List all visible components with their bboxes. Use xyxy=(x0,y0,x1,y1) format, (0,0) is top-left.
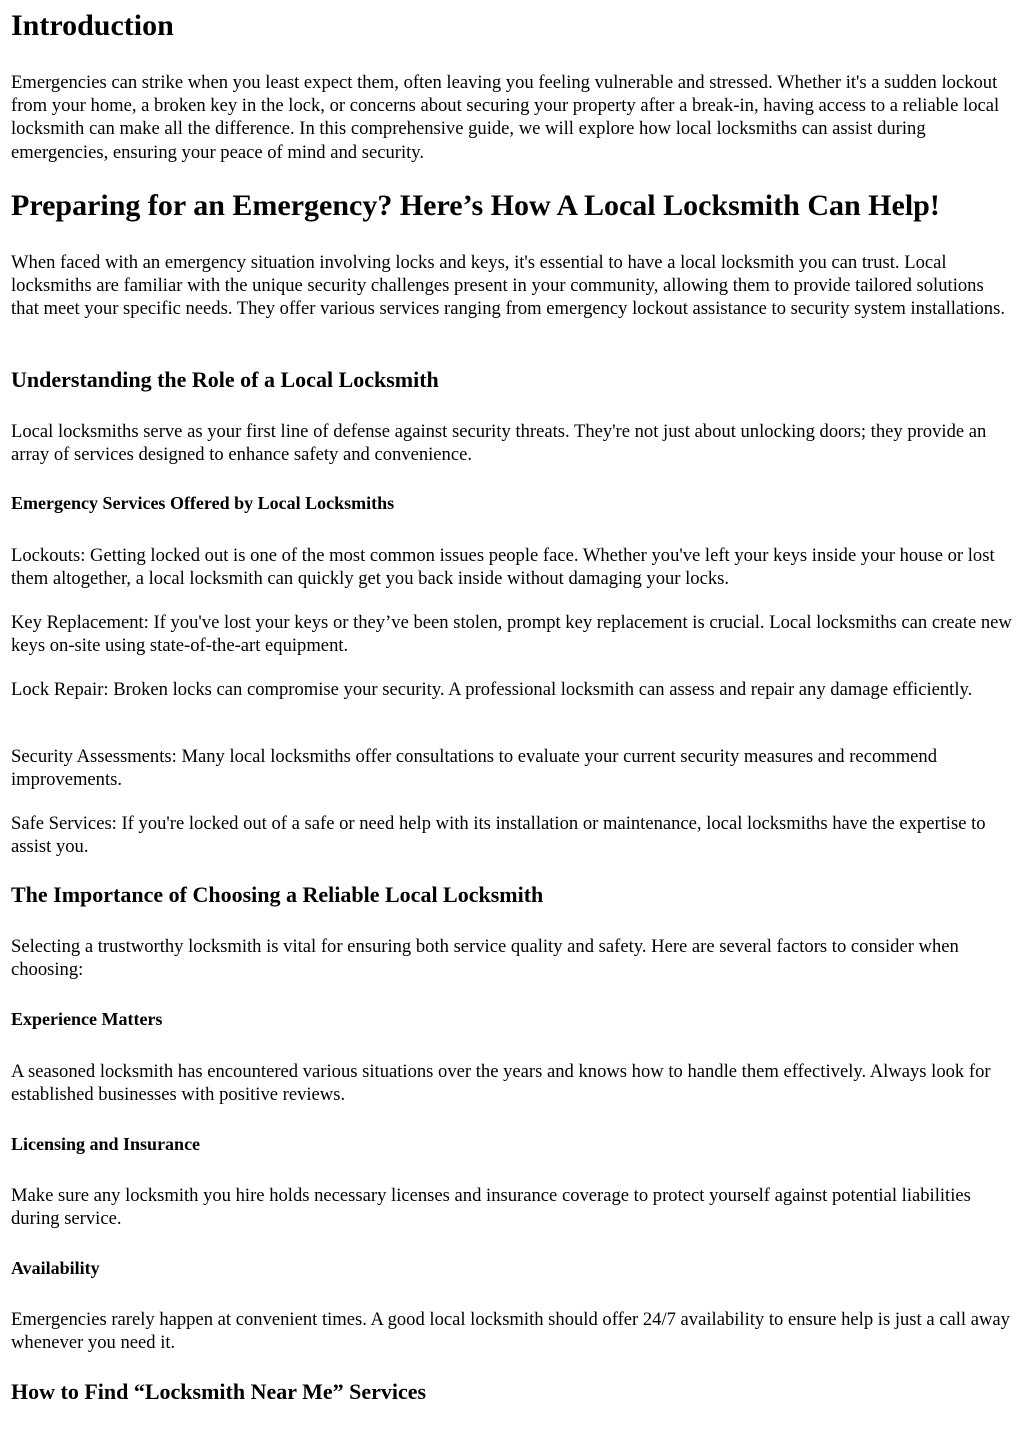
paragraph-experience: A seasoned locksmith has encountered various situations over the years and knows how to handle them effectively. Always look for established businesses with positive reviews. xyxy=(11,1061,991,1106)
paragraph-lockouts: Lockouts: Getting locked out is one of the most common issues people face. Whether you've left your keys inside your house or lost them altogether, a local locksmith can quickly get you back inside without damaging your locks. xyxy=(11,545,995,590)
paragraph-availability: Emergencies rarely happen at convenient times. A good local locksmith should offer 24/7 availability to ensure help is just a call away whenever you need it. xyxy=(11,1309,1010,1354)
paragraph-role: Local locksmiths serve as your first line of defense against security threats. They're not just about unlocking doors; they provide an array of services designed to enhance safety and convenience. xyxy=(11,421,987,466)
heading-licensing: Licensing and Insurance xyxy=(11,1134,201,1154)
heading-introduction: Introduction xyxy=(11,9,174,42)
heading-importance: The Importance of Choosing a Reliable Local Locksmith xyxy=(11,882,544,907)
heading-availability: Availability xyxy=(11,1258,100,1278)
heading-emergency-services: Emergency Services Offered by Local Locksmiths xyxy=(11,493,395,513)
heading-find-locksmith: How to Find “Locksmith Near Me” Services xyxy=(11,1379,427,1404)
paragraph-key-replacement: Key Replacement: If you've lost your keys or they’ve been stolen, prompt key replacement is crucial. Local locksmiths can create new keys on-site using state-of-the-art equipment. xyxy=(11,612,1012,657)
paragraph-safe-services: Safe Services: If you're locked out of a safe or need help with its installation or maintenance, local locksmiths have the expertise to assist you. xyxy=(11,813,986,858)
heading-preparing: Preparing for an Emergency? Here’s How A Local Locksmith Can Help! xyxy=(11,189,940,222)
paragraph-security-assessments: Security Assessments: Many local locksmiths offer consultations to evaluate your current security measures and recommend improvements. xyxy=(11,746,938,791)
paragraph-introduction: Emergencies can strike when you least expect them, often leaving you feeling vulnerable and stressed. Whether it's a sudden lockout from your home, a broken key in the lock, or concerns about securing your property after a break-in, having access to a reliable local locksmith can make all the difference. In this comprehensive guide, we will explore how local locksmiths can assist during emergencies, ensuring your peace of mind and security. xyxy=(11,72,1000,163)
paragraph-licensing: Make sure any locksmith you hire holds necessary licenses and insurance coverage to protect yourself against potential liabilities during service. xyxy=(11,1185,971,1230)
heading-experience: Experience Matters xyxy=(11,1009,163,1029)
paragraph-lock-repair: Lock Repair: Broken locks can compromise your security. A professional locksmith can assess and repair any damage efficiently. xyxy=(11,679,973,700)
paragraph-importance: Selecting a trustworthy locksmith is vital for ensuring both service quality and safety. Here are several factors to consider when choosing: xyxy=(11,936,959,981)
heading-role: Understanding the Role of a Local Locksmith xyxy=(11,367,439,392)
paragraph-preparing: When faced with an emergency situation involving locks and keys, it's essential to have a local locksmith you can trust. Local locksmiths are familiar with the unique security challenges present in your community, allowing them to provide tailored solutions that meet your specific needs. They offer various services ranging from emergency lockout assistance to security system installations. xyxy=(11,252,1005,320)
